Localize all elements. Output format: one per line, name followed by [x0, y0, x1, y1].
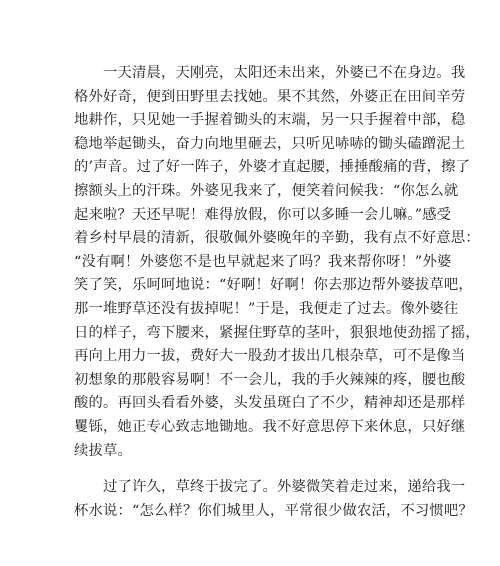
- text-line: 再向上用力一拔，费好大一股劲才拔出几根杂草，可不是像当: [74, 348, 466, 365]
- text-line: 擦额头上的汗珠。外婆见我来了，便笑着问候我：“你怎么就: [74, 182, 459, 199]
- text-line: 着乡村早晨的清新，很敬佩外婆晚年的辛勤，我有点不好意思：: [74, 230, 480, 247]
- text-line: 一天清晨，天刚亮，太阳还未出来，外婆已不在身边。我: [74, 65, 466, 81]
- text-line: “没有啊！外婆您不是也早就起来了吗？我来帮你呀！”外婆: [74, 253, 452, 270]
- text-line: 矍铄，她正专心致志地锄地。我不好意思停下来休息，只好继: [74, 418, 466, 435]
- text-line: 笑了笑，乐呵呵地说：“好啊！好啊！你去那边帮外婆拔草吧，: [74, 277, 473, 294]
- text-line: 的’声音。过了好一阵子，外婆才直起腰，捶捶酸痛的背，擦了: [74, 159, 471, 176]
- text-line: 那一堆野草还没有拔掉呢！”于是，我便走了过去。像外婆往: [74, 300, 459, 317]
- text-line: 稳地举起锄头，奋力向地里砸去，只听见哧哧的锄头磕蹭泥土: [74, 135, 466, 152]
- text-line: 起来啦？天还早呢！难得放假，你可以多睡一会儿嘛。”感受: [74, 206, 452, 223]
- text-line: 日的样子，弯下腰来，紧握住野草的茎叶，狠狠地使劲摇了摇，: [74, 324, 480, 341]
- paragraph-1: [74, 62, 480, 463]
- text-line: 过了许久，草终于拔完了。外婆微笑着走过来，递给我一: [74, 479, 466, 496]
- text-line: 酸的。再回头看看外婆，头发虽斑白了不少，精神却还是那样: [74, 395, 466, 412]
- paragraph-2: [74, 476, 473, 523]
- paragraph-spacer: [74, 463, 434, 476]
- document-page: [74, 62, 480, 523]
- text-line: 格外好奇，便到田野里去找她。果不其然，外婆正在田间辛劳: [74, 88, 466, 105]
- text-line: 续拔草。: [74, 442, 132, 459]
- text-line: 初想象的那般容易啊！不一会儿，我的手火辣辣的疼，腰也酸: [74, 371, 466, 388]
- text-line: 杯水说：“怎么样？你们城里人，平常很少做农活，不习惯吧？: [74, 502, 473, 519]
- text-line: 地耕作，只见她一手握着锄头的末端，另一只手握着中部，稳: [74, 112, 466, 129]
